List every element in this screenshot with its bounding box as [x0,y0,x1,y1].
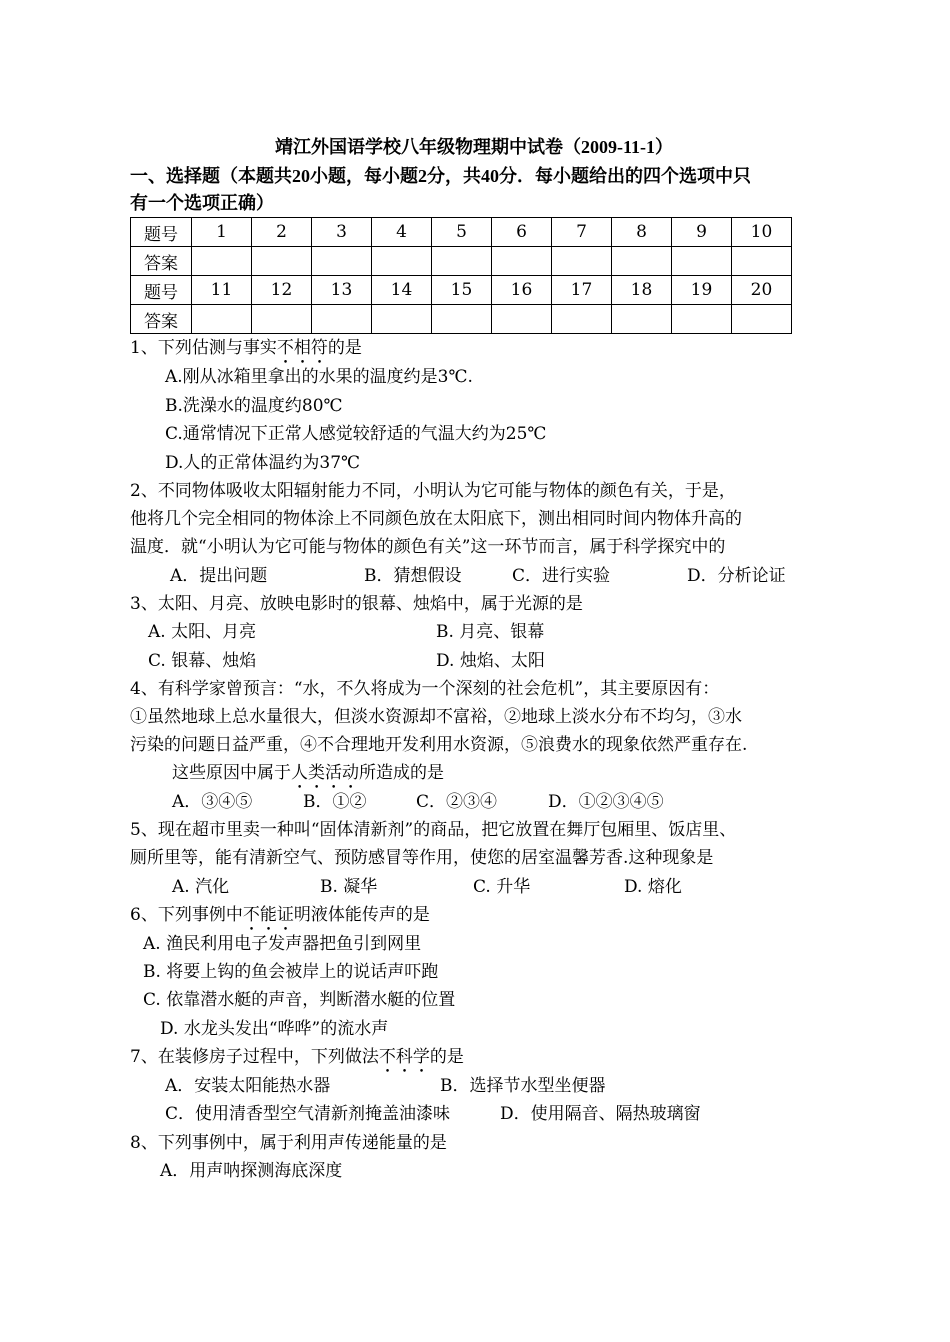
option-b: B．猜想假设 [364,566,462,586]
table-cell: 15 [432,276,492,305]
option-c: C．②③④ [416,792,498,812]
stem-text: 明液体能传声的是 [293,905,430,925]
row-label: 题号 [131,218,192,247]
stem-text: 的是 [327,338,362,358]
answer-cell[interactable] [432,247,492,276]
option-d: D．①②③④⑤ [548,792,664,812]
stem-text: 所造成的是 [359,763,444,783]
table-row [131,305,792,334]
section-heading: 一、选择题（本题共20小题，每小题2分，共40分．每小题给出的四个选项中只 [130,166,751,186]
option-a: A. 汽化 [172,877,230,897]
option-d: D. 熔化 [624,877,682,897]
answer-cell[interactable] [612,247,672,276]
option-a: A．提出问题 [170,566,268,586]
option-a: A．③④⑤ [172,792,253,812]
option-c: C. 银幕、烛焰 [148,651,257,671]
answer-cell[interactable] [312,247,372,276]
emphasis-text: 不能证 [242,905,294,925]
answer-cell[interactable] [252,247,312,276]
emphasis-text: 不科学 [378,1047,430,1067]
question-4-stem-cont [172,762,444,793]
question-2-stem: 2、不同物体吸收太阳辐射能力不同，小明认为它可能与物体的颜色有关，于是， [130,481,736,501]
table-cell: 3 [312,218,372,247]
stem-text: 的是 [429,1047,464,1067]
table-cell: 14 [372,276,432,305]
option-b: B．选择节水型坐便器 [440,1076,606,1096]
table-cell: 1 [192,218,252,247]
emphasis-text: 不相符 [276,338,328,358]
table-cell: 18 [612,276,672,305]
option-c: C. 依靠潜水艇的声音，判断潜水艇的位置 [143,990,456,1010]
table-cell: 17 [552,276,612,305]
question-7-stem [130,1046,464,1077]
page-title: 靖江外国语学校八年级物理期中试卷（2009-11-1） [275,137,673,157]
option-a: A. 渔民利用电子发声器把鱼引到网里 [143,934,422,954]
option-d: D．分析论证 [687,566,786,586]
table-cell: 6 [492,218,552,247]
option-a: A．用声呐探测海底深度 [160,1161,343,1181]
table-cell: 19 [672,276,732,305]
question-4-stem: 4、有科学家曾预言：“水，不久将成为一个深刻的社会危机”，其主要原因有： [130,679,720,699]
table-cell: 4 [372,218,432,247]
table-cell: 7 [552,218,612,247]
answer-cell[interactable] [492,305,552,334]
option-d: D. 烛焰、太阳 [436,651,545,671]
option-c: C．进行实验 [512,566,611,586]
emphasis-text: 人类活动 [291,763,359,783]
option-b: B. 月亮、银幕 [436,622,545,642]
table-row [131,276,792,305]
option-b: B．①② [303,792,367,812]
table-cell: 9 [672,218,732,247]
option-b: B. 凝华 [320,877,378,897]
table-row [131,218,792,247]
option-c: C．使用清香型空气清新剂掩盖油漆味 [165,1104,451,1124]
answer-cell[interactable] [192,305,252,334]
table-cell: 11 [192,276,252,305]
answer-cell[interactable] [552,305,612,334]
answer-cell[interactable] [732,305,792,334]
table-cell: 2 [252,218,312,247]
question-5-stem-cont: 厕所里等，能有清新空气、预防感冒等作用，使您的居室温馨芳香.这种现象是 [130,848,714,868]
section-heading-cont: 有一个选项正确） [130,193,274,213]
option-a: A.刚从冰箱里拿出的水果的温度约是3℃. [165,367,473,387]
stem-text: 7、在装修房子过程中，下列做法 [130,1047,379,1067]
stem-text: 6、下列事例中 [130,905,243,925]
table-cell: 8 [612,218,672,247]
row-label: 题号 [131,276,192,305]
table-cell: 10 [732,218,792,247]
question-2-stem-cont: 温度．就“小明认为它可能与物体的颜色有关”这一环节而言，属于科学探究中的 [130,537,726,557]
option-a: A．安装太阳能热水器 [165,1076,331,1096]
answer-cell[interactable] [252,305,312,334]
answer-cell[interactable] [432,305,492,334]
stem-text: 1、下列估测与事实 [130,338,277,358]
table-cell: 16 [492,276,552,305]
row-label: 答案 [131,247,192,276]
option-c: C. 升华 [473,877,531,897]
table-row [131,247,792,276]
option-c: C.通常情况下正常人感觉较舒适的气温大约为25℃ [165,424,547,444]
answer-cell[interactable] [372,305,432,334]
answer-cell[interactable] [492,247,552,276]
option-a: A. 太阳、月亮 [148,622,257,642]
question-6-stem [130,904,430,935]
option-b: B.洗澡水的温度约80℃ [165,396,343,416]
answer-cell[interactable] [672,247,732,276]
answer-cell[interactable] [552,247,612,276]
option-d: D.人的正常体温约为37℃ [165,453,361,473]
table-cell: 13 [312,276,372,305]
question-5-stem: 5、现在超市里卖一种叫“固体清新剂”的商品，把它放置在舞厅包厢里、饭店里、 [130,820,737,840]
option-d: D. 水龙头发出“哗哗”的流水声 [160,1019,389,1039]
question-4-stem-cont: ①虽然地球上总水量很大，但淡水资源却不富裕，②地球上淡水分布不均匀，③水 [130,707,742,727]
table-cell: 20 [732,276,792,305]
table-cell: 12 [252,276,312,305]
answer-cell[interactable] [372,247,432,276]
question-4-stem-cont: 污染的问题日益严重，④不合理地开发利用水资源，⑤浪费水的现象依然严重存在. [130,735,748,755]
answer-cell[interactable] [312,305,372,334]
option-d: D．使用隔音、隔热玻璃窗 [500,1104,701,1124]
table-cell: 5 [432,218,492,247]
question-3-stem: 3、太阳、月亮、放映电影时的银幕、烛焰中，属于光源的是 [130,594,583,614]
answer-cell[interactable] [192,247,252,276]
answer-cell[interactable] [612,305,672,334]
question-1-stem [130,337,362,368]
answer-table [130,217,792,334]
answer-cell[interactable] [672,305,732,334]
stem-text: 这些原因中属于 [172,763,291,783]
question-2-stem-cont: 他将几个完全相同的物体涂上不同颜色放在太阳底下，测出相同时间内物体升高的 [130,509,742,529]
question-8-stem: 8、下列事例中，属于利用声传递能量的是 [130,1133,447,1153]
row-label: 答案 [131,305,192,334]
option-b: B. 将要上钩的鱼会被岸上的说话声吓跑 [143,962,439,982]
answer-cell[interactable] [732,247,792,276]
